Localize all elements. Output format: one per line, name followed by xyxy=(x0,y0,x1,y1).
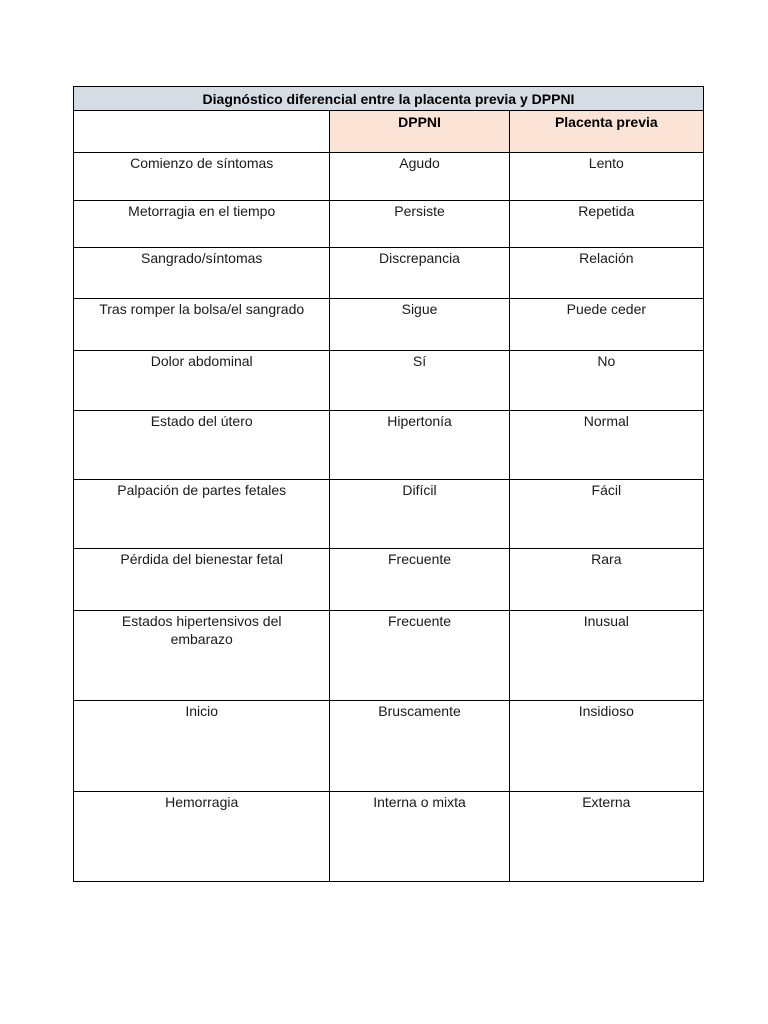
dppni-text: Frecuente xyxy=(388,613,452,629)
table-row xyxy=(74,153,704,201)
criterion-text: Sangrado/síntomas xyxy=(140,250,263,266)
placenta-previa-text: Externa xyxy=(582,794,631,810)
dppni-text: Interna o mixta xyxy=(373,794,466,810)
table-title: Diagnóstico diferencial entre la placenta previa y DPPNI xyxy=(74,87,704,111)
placenta-previa-cell xyxy=(509,792,703,882)
placenta-previa-cell xyxy=(509,480,703,549)
criterion-cell xyxy=(74,701,330,792)
criterion-cell xyxy=(74,248,330,299)
placenta-previa-cell xyxy=(509,248,703,299)
header-blank-cell xyxy=(74,111,330,153)
dppni-cell xyxy=(330,792,509,882)
criterion-cell xyxy=(74,792,330,882)
placenta-previa-text: Puede ceder xyxy=(566,301,647,317)
criterion-text: Tras romper la bolsa/el sangrado xyxy=(99,301,305,317)
placenta-previa-text: Rara xyxy=(591,551,622,567)
placenta-previa-text: Insidioso xyxy=(578,703,634,719)
dppni-text: Frecuente xyxy=(388,551,452,567)
dppni-text: Agudo xyxy=(399,155,440,171)
dppni-cell xyxy=(330,611,509,701)
placenta-previa-cell xyxy=(509,701,703,792)
criterion-cell xyxy=(74,299,330,351)
criterion-text: Comienzo de síntomas xyxy=(130,155,274,171)
placenta-previa-cell xyxy=(509,153,703,201)
placenta-previa-cell xyxy=(509,299,703,351)
criterion-text: Estado del útero xyxy=(150,413,253,429)
placenta-previa-cell xyxy=(509,549,703,611)
dppni-cell xyxy=(330,299,509,351)
table-row xyxy=(74,701,704,792)
dppni-cell xyxy=(330,549,509,611)
header-placenta-previa-cell xyxy=(509,111,703,153)
criterion-cell xyxy=(74,611,330,701)
criterion-cell xyxy=(74,201,330,248)
criterion-text: Pérdida del bienestar fetal xyxy=(120,551,284,567)
placenta-previa-text: Inusual xyxy=(583,613,629,629)
placenta-previa-cell xyxy=(509,411,703,480)
dppni-text: Sí xyxy=(412,353,427,369)
table-row xyxy=(74,611,704,701)
header-blank-label xyxy=(74,111,329,113)
criterion-text: Metorragia en el tiempo xyxy=(128,203,276,219)
dppni-cell xyxy=(330,201,509,248)
criterion-cell xyxy=(74,351,330,411)
criterion-cell xyxy=(74,480,330,549)
table-row xyxy=(74,248,704,299)
table-row xyxy=(74,201,704,248)
header-dppni-label: DPPNI xyxy=(398,114,441,130)
dppni-cell xyxy=(330,701,509,792)
dppni-text: Sigue xyxy=(401,301,438,317)
criterion-cell xyxy=(74,411,330,480)
dppni-text: Persiste xyxy=(394,203,445,219)
dppni-text: Difícil xyxy=(402,482,437,498)
differential-diagnosis-table xyxy=(73,86,704,882)
criterion-text: Palpación de partes fetales xyxy=(117,482,287,498)
criterion-text: Hemorragia xyxy=(165,794,239,810)
table-row xyxy=(74,549,704,611)
placenta-previa-cell xyxy=(509,201,703,248)
dppni-text: Discrepancia xyxy=(379,250,460,266)
table-row xyxy=(74,299,704,351)
table-row xyxy=(74,351,704,411)
placenta-previa-text: Lento xyxy=(588,155,624,171)
table-row xyxy=(74,792,704,882)
header-row xyxy=(74,111,704,153)
placenta-previa-cell xyxy=(509,351,703,411)
table-row xyxy=(74,480,704,549)
criterion-text: Dolor abdominal xyxy=(150,353,253,369)
dppni-cell xyxy=(330,248,509,299)
dppni-text: Bruscamente xyxy=(378,703,461,719)
dppni-cell xyxy=(330,153,509,201)
dppni-cell xyxy=(330,351,509,411)
placenta-previa-cell xyxy=(509,611,703,701)
criterion-text: Estados hipertensivos del embarazo xyxy=(121,613,282,647)
placenta-previa-text: No xyxy=(597,353,616,369)
placenta-previa-text: Normal xyxy=(583,413,629,429)
header-dppni-cell xyxy=(330,111,509,153)
title-row xyxy=(74,87,704,111)
dppni-cell xyxy=(330,480,509,549)
criterion-cell xyxy=(74,549,330,611)
placenta-previa-text: Fácil xyxy=(591,482,622,498)
criterion-cell xyxy=(74,153,330,201)
table-row xyxy=(74,411,704,480)
criterion-text: Inicio xyxy=(185,703,219,719)
placenta-previa-text: Relación xyxy=(579,250,634,266)
header-placenta-previa-label: Placenta previa xyxy=(554,114,658,130)
dppni-text: Hipertonía xyxy=(387,413,452,429)
dppni-cell xyxy=(330,411,509,480)
placenta-previa-text: Repetida xyxy=(578,203,635,219)
